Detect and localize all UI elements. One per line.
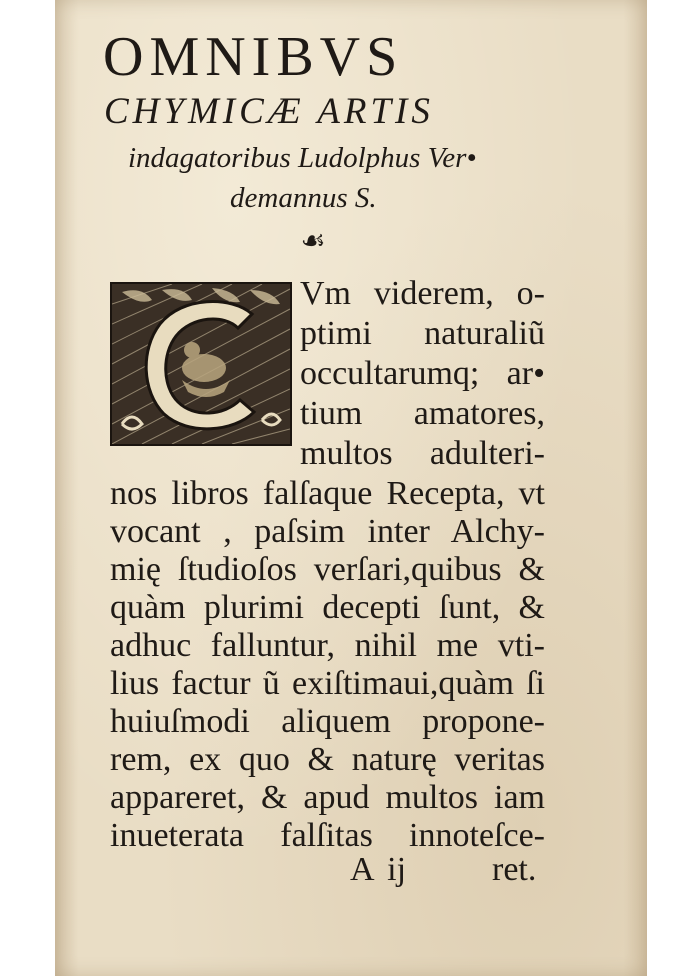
catchword: ret.	[492, 851, 537, 888]
text-line: multos adulteri-	[300, 435, 545, 472]
fleuron-icon: ☙	[300, 224, 326, 257]
text-line: quàm plurimi decepti ſunt, &	[110, 589, 545, 626]
text-line: adhuc falluntur, nihil me vti-	[110, 627, 545, 664]
text-line: ptimi naturaliũ	[300, 315, 545, 352]
text-line: mię ſtudioſos verſari,quibus &	[110, 551, 545, 588]
text-line: tium amatores,	[300, 395, 545, 432]
page-title: OMNIBVS	[103, 26, 404, 88]
text-line: vocant , paſsim inter Alchy-	[110, 513, 545, 550]
dedication-line-1: indagatoribus Ludolphus Ver•	[128, 142, 477, 174]
text-line: Vm viderem, o-	[300, 275, 545, 312]
dedication-line-2: demannus S.	[230, 182, 377, 214]
text-line: huiuſmodi aliquem propone-	[110, 703, 545, 740]
text-line: inueterata falſitas innoteſce-	[110, 817, 545, 854]
text-line: appareret, & apud multos iam	[110, 779, 545, 816]
text-line: lius factur ũ exiſtimaui,quàm ſi	[110, 665, 545, 702]
signature-mark: A ij	[350, 851, 407, 888]
text-line: nos libros falſaque Recepta, vt	[110, 475, 545, 512]
page-subtitle: CHYMICÆ ARTIS	[104, 91, 434, 132]
text-line: occultarumq; ar•	[300, 355, 545, 392]
text-line: rem, ex quo & naturę veritas	[110, 741, 545, 778]
